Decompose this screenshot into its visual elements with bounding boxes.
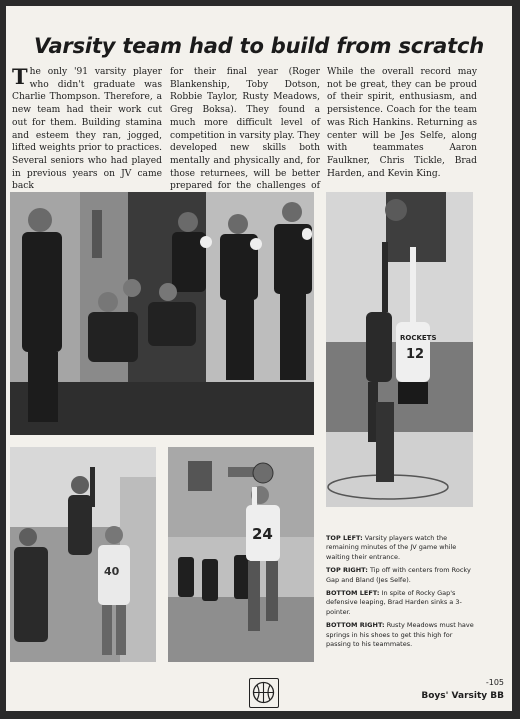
photo-captions [326,534,476,653]
caption-bottom-right: BOTTOM RIGHT: Rusty Meadows must have springs in his shoes to get this high for passing to his teammates. [326,621,474,649]
yearbook-page [6,6,512,711]
photo-bottom-right [168,447,314,662]
photo-tip-off [326,192,473,507]
page-headline: Varsity team had to build from scratch [34,34,484,58]
caption-top-left: TOP LEFT: Varsity players watch the remaining minutes of the JV game while waiting their entrance. [326,534,457,561]
photo-top-right [326,192,473,507]
caption-top-right: TOP RIGHT: Tip off with centers from Rocky Gap and Bland (Jes Selfe). [326,566,471,584]
photo-players-waiting [10,192,314,435]
caption-bottom-left: BOTTOM LEFT: In spite of Rocky Gap's defensive leaping, Brad Harden sinks a 3-pointer. [326,589,462,616]
photo-bottom-left [10,447,156,662]
jersey-number-12: 12 [406,347,425,362]
page-number: -105 [485,678,504,687]
jersey-number-24: 24 [252,525,273,543]
body-column-2: for their final year (Roger Blankenship, Toby Dotson, Robbie Taylor, Rusty Meadows, Greg Boksa). They found a much more difficult level of competition in varsity play. They developed new skills both mentally and physically and, for those returnees, will be better prepared for the challenges of [170,67,320,192]
body-text-1: he only '91 varsity player who didn't graduate was Charlie Thompson. Therefore, a new team had their work cut out for them. Building stamina and esteem they ran, jogged, lifted weights prior to practices. Several seniors who had played in previous years on JV came back [12,67,162,192]
basketball-logo-icon [249,678,279,708]
jersey-word: ROCKETS [400,334,437,342]
photo-top-left [10,192,314,435]
photo-pass [168,447,314,662]
photo-three-pointer [10,447,156,662]
jersey-number-40: 40 [104,565,120,578]
body-column-3: While the overall record may not be great, they can be proud of their spirit, enthusiasm, and persistence. Coach for the team was Rich Hankins. Returning as center will be Jes Selfe, along with teammates Aaron Faulkner, Chris Tickle, Brad Harden, and Kevin King. [327,67,477,179]
drop-cap: T [12,64,28,89]
section-title: Boys' Varsity BB [421,691,504,701]
body-column-1 [12,66,162,193]
